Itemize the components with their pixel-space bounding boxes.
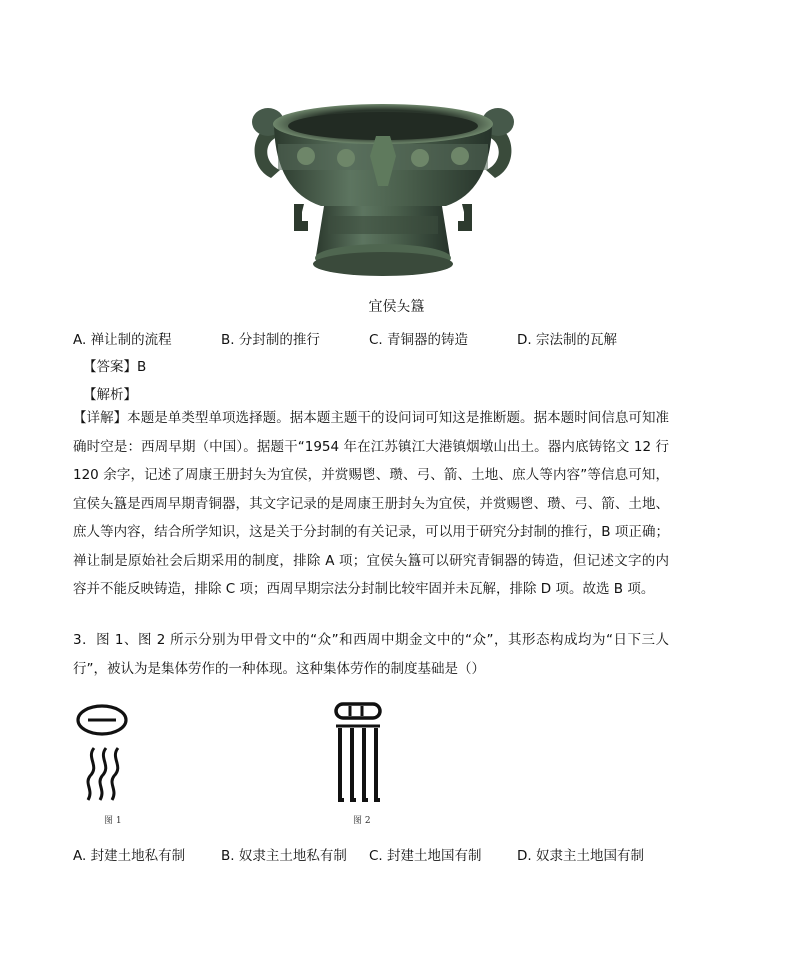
option-b: B. 分封制的推行 [221, 332, 320, 348]
question-3-stem: 3．图 1、图 2 所示分别为甲骨文中的“众”和西周中期金文中的“众”，其形态构成均为“日下三人行”，被认为是集体劳作的一种体现。这种集体劳作的制度基础是（） [73, 632, 669, 677]
detail-paragraph: 【详解】本题是单类型单项选择题。据本题主题干的设问词可知这是推断题。据本题时间信息可知准确时空是：西周早期（中国）。据题干“1954 年在江苏镇江大港镇烟墩山出土。器内底铸铭文 12 行 120 余字，记述了周康王册封夨为宜侯，并赏赐鬯、瓒、弓、箭、土地、庶人等内容”等信息可知，宜侯夨簋是西周早期青铜器，其文字记录的是周康王册封夨为宜侯，并赏赐鬯、瓒、弓、箭、土地、庶人等内容，结合所学知识，这是关于分封制的有关记录，可以用于研究分封制的推行，B 项正确；禅让制是原始社会后期采用的制度，排除 A 项；宜侯夨簋可以研究青铜器的铸造，但记述文字的内容并不能反映铸造，排除 C 项；西周早期宗法分封制比较牢固并未瓦解，排除 D 项。故选 B 项。 [73, 410, 669, 597]
bronze-inscription-glyph-figure [330, 700, 386, 810]
option-c: C. 青铜器的铸造 [369, 332, 469, 348]
bronze-gui-vessel-image [246, 96, 520, 284]
answer-tag: 【答案】B [83, 359, 147, 375]
figure-1-label: 图 1 [104, 816, 122, 826]
q3-option-d: D. 奴隶主土地国有制 [517, 848, 644, 864]
q3-option-b: B. 奴隶主土地私有制 [221, 848, 347, 864]
figure-caption: 宜侯夨簋 [368, 299, 425, 315]
option-d: D. 宗法制的瓦解 [517, 332, 617, 348]
q3-option-a: A. 封建土地私有制 [73, 848, 186, 864]
analysis-tag: 【解析】 [83, 387, 137, 403]
oracle-bone-glyph-figure [74, 700, 134, 810]
figure-2-label: 图 2 [353, 816, 371, 826]
option-a: A. 禅让制的流程 [73, 332, 172, 348]
q3-option-c: C. 封建土地国有制 [369, 848, 482, 864]
